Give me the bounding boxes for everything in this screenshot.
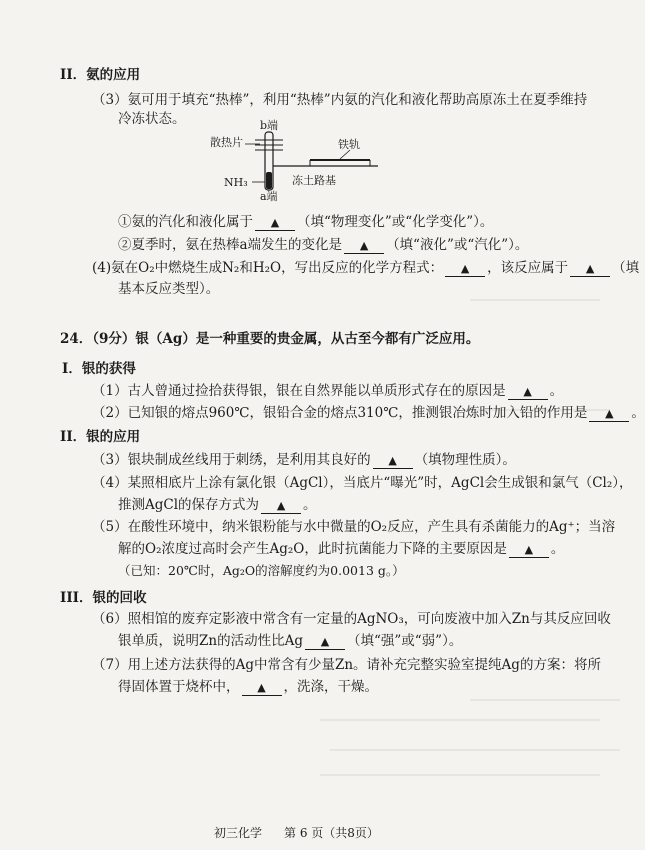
question-24-6-line1: （6）照相馆的废弃定影液中常含有一定量的AgNO₃，可向废液中加入Zn与其反应回收 — [92, 611, 611, 627]
ammonia-liquid — [266, 172, 272, 189]
page-footer — [214, 824, 401, 841]
label-a-end: a端 — [260, 190, 278, 203]
question-24-3: （3）银块制成丝线用于刺绣，是利用其良好的 ▲ （填物理性质）。 — [92, 452, 516, 468]
question-3-2: ②夏季时，氨在热棒a端发生的变化是 ▲ （填“液化”或“汽化”）。 — [118, 237, 529, 253]
footer-page-number: 第 6 页（共8页） — [284, 826, 379, 840]
question-3-line1: （3）氨可用于填充“热棒”，利用“热棒”内氨的汽化和液化帮助高原冻土在夏季维持 — [92, 92, 588, 108]
question-24-1: （1）古人曾通过捡拾获得银，银在自然界能以单质形式存在的原因是 ▲ 。 — [92, 383, 564, 399]
footer-subject: 初三化学 — [214, 826, 263, 840]
question-4-line2: 基本反应类型）。 — [118, 281, 220, 297]
question-24-7-line1: （7）用上述方法获得的Ag中常含有少量Zn。请补充完整实验室提纯Ag的方案：将所 — [92, 657, 601, 673]
answer-blank[interactable]: ▲ — [570, 261, 610, 277]
label-roadbed: 冻土路基 — [292, 174, 336, 187]
heat-pipe-diagram — [210, 120, 380, 202]
question-24-7-line2: 得固体置于烧杯中， ▲ ，洗涤，干燥。 — [118, 679, 378, 695]
answer-blank[interactable]: ▲ — [445, 261, 485, 277]
question-3-1: ①氨的汽化和液化属于 ▲ （填“物理变化”或“化学变化”）。 — [118, 214, 494, 230]
answer-blank[interactable]: ▲ — [242, 680, 282, 696]
answer-blank[interactable]: ▲ — [509, 542, 549, 558]
section-heading: III．银的回收 — [60, 590, 147, 606]
question-4-line1: (4)氨在O₂中燃烧生成N₂和H₂O，写出反应的化学方程式： ▲ ，该反应属于 ▲ （填 — [92, 260, 640, 276]
question-24-5-note: （已知：20℃时，Ag₂O的溶解度约为0.0013 g。） — [118, 563, 405, 578]
question-24-4-line1: （4）某照相底片上涂有氯化银（AgCl），当底片“曝光”时，AgCl会生成银和氯气（Cl₂）， — [92, 475, 633, 491]
answer-blank[interactable]: ▲ — [255, 215, 295, 231]
question-24-6-line2: 银单质，说明Zn的活动性比Ag ▲ （填“强”或“弱”）。 — [118, 633, 463, 649]
question-24-5-line2: 解的O₂浓度过高时会产生Ag₂O，此时抗菌能力下降的主要原因是 ▲ 。 — [118, 541, 565, 557]
label-nh3: NH₃ — [224, 176, 248, 189]
section-heading: II．氨的应用 — [60, 67, 141, 83]
question-24-5-line1: （5）在酸性环境中，纳米银粉能与水中微量的O₂反应，产生具有杀菌能力的Ag⁺；当溶 — [92, 519, 616, 535]
answer-blank[interactable]: ▲ — [344, 238, 384, 254]
label-b-end: b端 — [260, 119, 279, 132]
question-24-stem: 24．（9分）银（Ag）是一种重要的贵金属，从古至今都有广泛应用。 — [60, 331, 480, 347]
question-24-4-line2: 推测AgCl的保存方式为 ▲ 。 — [118, 497, 317, 513]
section-heading: I．银的获得 — [62, 361, 136, 377]
answer-blank[interactable]: ▲ — [261, 498, 301, 514]
answer-blank[interactable]: ▲ — [508, 384, 548, 400]
answer-blank[interactable]: ▲ — [305, 634, 345, 650]
question-24-2: （2）已知银的熔点960℃，银铅合金的熔点310℃，推测银冶炼时加入铅的作用是 ▲ 。 — [92, 405, 645, 421]
answer-blank[interactable]: ▲ — [589, 406, 629, 422]
answer-blank[interactable]: ▲ — [373, 453, 413, 469]
label-heat-fin: 散热片 — [210, 136, 243, 149]
question-3-line2: 冷冻状态。 — [118, 111, 186, 127]
label-rail: 铁轨 — [338, 138, 360, 151]
section-heading: II．银的应用 — [60, 429, 141, 445]
